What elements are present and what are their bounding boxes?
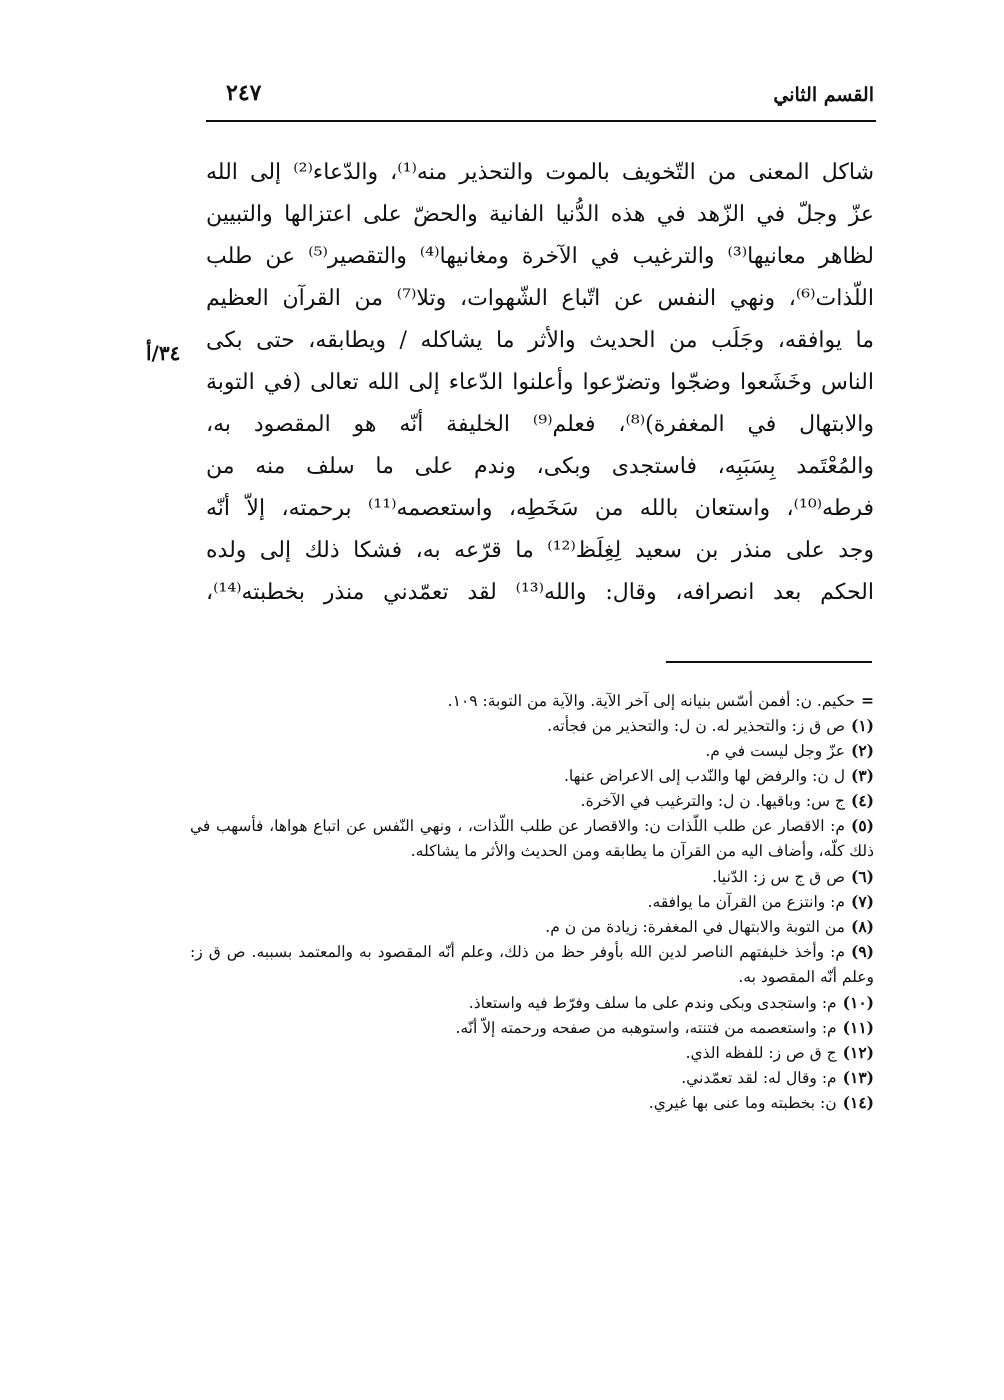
footnote-text: ج ق ص ز: للفظه الذي. <box>685 1044 837 1062</box>
footnote <box>190 1090 874 1115</box>
text-line: لظاهر معانيها⁽³⁾ والترغيب في الآخرة ومغانيها⁽⁴⁾ والتقصير⁽⁵⁾ عن طلب <box>206 244 874 269</box>
text-line: فرطه⁽¹⁰⁾، واستعان بالله من سَخَطِه، واستعصمه⁽¹¹⁾ برحمته، إلاّ أنّه <box>206 496 874 521</box>
footnote <box>190 914 874 939</box>
footnote-text: ص ق ز: والتحذير له. ن ل: والتحذير من فجأته. <box>547 717 845 735</box>
footnote-text: م: الاقصار عن طلب اللّذات ن: والاقصار عن طلب اللّذات، ، ونهي النّفس عن اتباع هواها، فأسهب في ذلك كلّه، وأضاف اليه من القرآن ما يطابقه ومن الحديث والأثر ما يشاكله. <box>190 817 874 860</box>
section-title: القسم الثاني <box>773 84 874 106</box>
footnote <box>190 763 874 788</box>
header-rule <box>206 120 876 122</box>
footnote <box>190 864 874 889</box>
footnote <box>190 1065 874 1090</box>
footnote-text: م: وقال له: لقد تعمّدني. <box>681 1069 837 1087</box>
footnote <box>190 713 874 738</box>
text-line: الحكم بعد انصرافه، وقال: والله⁽¹³⁾ لقد تعمّدني منذر بخطبته⁽¹⁴⁾، <box>206 580 874 605</box>
footnote <box>190 688 874 713</box>
footnote-text: عزّ وجل ليست في م. <box>705 742 845 760</box>
footnote-number: (٤) <box>850 791 874 810</box>
footnotes <box>190 688 874 1115</box>
footnote-number: (١٤) <box>842 1093 874 1112</box>
footnote-number: (١٢) <box>842 1043 874 1062</box>
footnote-number: = <box>861 691 874 710</box>
footnote <box>190 1040 874 1065</box>
footnote-number: (٣) <box>850 766 874 785</box>
text-line: ما يوافقه، وجَلَب من الحديث والأثر ما يشاكله / ويطابقه، حتى بكى <box>206 328 874 353</box>
footnote-number: (٥) <box>850 816 874 835</box>
text-line: اللّذات⁽⁶⁾، ونهي النفس عن اتّباع الشّهوات، وتلا⁽⁷⁾ من القرآن العظيم <box>206 286 874 311</box>
footnote-text: م: وانتزع من القرآن ما يوافقه. <box>647 893 845 911</box>
text-line: وجد على منذر بن سعيد لِغِلَظ⁽¹²⁾ ما قرّعه به، فشكا ذلك إلى ولده <box>206 538 874 563</box>
footnote <box>190 1015 874 1040</box>
page-number: ٢٤٧ <box>226 80 262 106</box>
text-line: شاكل المعنى من التّخويف بالموت والتحذير منه⁽¹⁾، والدّعاء⁽²⁾ إلى الله <box>206 160 874 185</box>
footnote-text: م: واستعصمه من فتنته، واستوهبه من صفحه ورحمته إلاّ أنّه. <box>455 1019 837 1037</box>
footnote <box>190 813 874 864</box>
margin-folio-note: ٣٤/أ <box>146 341 181 365</box>
footnote-text: ص ق ج س ز: الدّنيا. <box>712 868 845 886</box>
text-line: والمُعْتَمد بِسَبَبِه، فاستجدى وبكى، وندم على ما سلف منه من <box>206 454 874 479</box>
page-header <box>206 80 874 116</box>
footnote-number: (٩) <box>850 942 874 961</box>
footnote <box>190 939 874 990</box>
footnote-text: ل ن: والرفض لها والنّدب إلى الاعراض عنها. <box>563 767 845 785</box>
footnote <box>190 889 874 914</box>
footnote-text: حكيم. ن: أفمن أسّس بنيانه إلى آخر الآية. والآية من التوبة: ١٠٩. <box>447 692 855 710</box>
text-line: الناس وخَشَعوا وضجّوا وتضرّعوا وأعلنوا الدّعاء إلى الله تعالى (في التوبة <box>206 370 874 395</box>
footnote-text: م: وأخذ خليفتهم الناصر لدين الله بأوفر حظ من ذلك، وعلم أنّه المقصود به والمعتمد بسببه. ص ق ز: وعلم أنّه المقصود به. <box>190 943 874 986</box>
footnote-number: (١٠) <box>842 993 874 1012</box>
text-line: والابتهال في المغفرة)⁽⁸⁾، فعلم⁽⁹⁾ الخليفة أنّه هو المقصود به، <box>206 412 874 437</box>
footnote-number: (٦) <box>850 867 874 886</box>
footnote-text: ن: بخطبته وما عنى بها غيري. <box>648 1094 837 1112</box>
text-line: عزّ وجلّ في الزّهد في هذه الدُّنيا الفانية والحضّ على اعتزالها والتبيين <box>206 202 874 227</box>
footnote-number: (٨) <box>850 917 874 936</box>
footnote-rule <box>666 661 872 663</box>
footnote-text: م: واستجدى وبكى وندم على ما سلف وفرّط فيه واستعاذ. <box>468 994 837 1012</box>
footnote <box>190 738 874 763</box>
footnote-number: (١٣) <box>842 1068 874 1087</box>
footnote-number: (٢) <box>850 741 874 760</box>
main-text <box>206 152 874 614</box>
footnote <box>190 788 874 813</box>
footnote <box>190 990 874 1015</box>
footnote-text: ج س: وباقيها. ن ل: والترغيب في الآخرة. <box>580 792 845 810</box>
footnote-number: (١١) <box>842 1018 874 1037</box>
footnote-number: (٧) <box>850 892 874 911</box>
footnote-number: (١) <box>850 716 874 735</box>
footnote-text: من التوبة والابتهال في المغفرة: زيادة من ن م. <box>545 918 845 936</box>
